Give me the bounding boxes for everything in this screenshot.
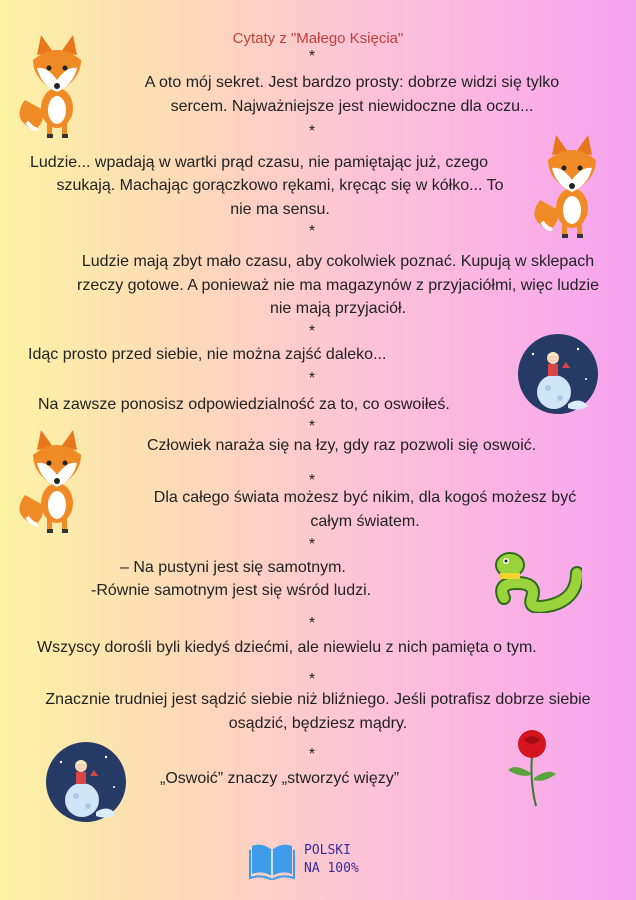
little-prince-moon-illustration xyxy=(46,742,126,822)
quote-2 xyxy=(30,151,488,175)
quote-2-cont xyxy=(30,174,530,221)
quote-line: osądzić, będziesz mądry. xyxy=(228,714,408,732)
separator: * xyxy=(308,370,316,387)
separator: * xyxy=(308,123,316,140)
book-icon xyxy=(248,840,296,880)
separator: * xyxy=(308,671,316,688)
quote-5: Na zawsze ponosisz odpowiedzialność za to, co oswoiłeś. xyxy=(38,396,450,413)
fox-illustration xyxy=(15,425,100,535)
quote-line: sercem. Najważniejsze jest niewidoczne dla oczu... xyxy=(170,97,534,115)
quote-1 xyxy=(112,71,592,118)
fox-illustration xyxy=(15,30,100,140)
little-prince-moon-illustration xyxy=(518,334,598,414)
separator: * xyxy=(308,223,316,240)
quote-10 xyxy=(10,688,626,735)
quote-line: nie mają przyjaciół. xyxy=(269,300,407,317)
snake-illustration xyxy=(492,543,582,613)
quote-line: szukają. Machając gorączkowo rękami, kręcąc się w kółko... To xyxy=(56,177,504,194)
quote-line: nie ma sensu. xyxy=(230,200,330,218)
quote-3 xyxy=(38,250,636,321)
fox-illustration xyxy=(530,130,615,240)
separator: * xyxy=(308,418,316,435)
separator: * xyxy=(308,536,316,553)
rose-illustration xyxy=(500,728,560,808)
quote-line: A oto mój sekret. Jest bardzo prosty: dobrze widzi się tylko xyxy=(144,74,560,91)
quote-line: rzeczy gotowe. A ponieważ nie ma magazynów z przyjaciółmi, więc ludzie xyxy=(76,276,599,294)
quote-8: – Na pustyni jest się samotnym. xyxy=(120,559,346,576)
quote-9: Wszyscy dorośli byli kiedyś dziećmi, ale niewielu z nich pamięta o tym. xyxy=(37,639,537,656)
logo-line-2: NA 100% xyxy=(304,861,359,876)
page-title: Cytaty z "Małego Księcia" xyxy=(232,30,404,47)
quote-line: całym światem. xyxy=(310,512,420,530)
separator: * xyxy=(308,48,316,65)
quote-line: Ludzie mają zbyt mało czasu, aby cokolwiek poznać. Kupują w sklepach xyxy=(81,253,595,270)
logo-line-1: POLSKI xyxy=(304,843,351,858)
quote-8-line2: -Równie samotnym jest się wśród ludzi. xyxy=(91,582,372,599)
quote-line: Ludzie... wpadają w wartki prąd czasu, nie pamiętając już, czego xyxy=(30,154,489,171)
quote-4: Idąc prosto przed siebie, nie można zajść daleko... xyxy=(28,346,387,363)
quote-line: Znacznie trudniej jest sądzić siebie niż bliźniego. Jeśli potrafisz dobrze siebie xyxy=(45,691,591,708)
quote-6: Człowiek naraża się na łzy, gdy raz pozwoli się oswoić. xyxy=(147,437,537,454)
separator: * xyxy=(308,323,316,340)
quote-7 xyxy=(140,486,590,533)
separator: * xyxy=(308,615,316,632)
separator: * xyxy=(308,746,316,763)
quote-11: „Oswoić” znaczy „stworzyć więzy” xyxy=(160,770,400,787)
separator: * xyxy=(308,472,316,489)
quote-line: Dla całego świata możesz być nikim, dla kogoś możesz być xyxy=(153,489,577,506)
logo xyxy=(248,840,359,880)
